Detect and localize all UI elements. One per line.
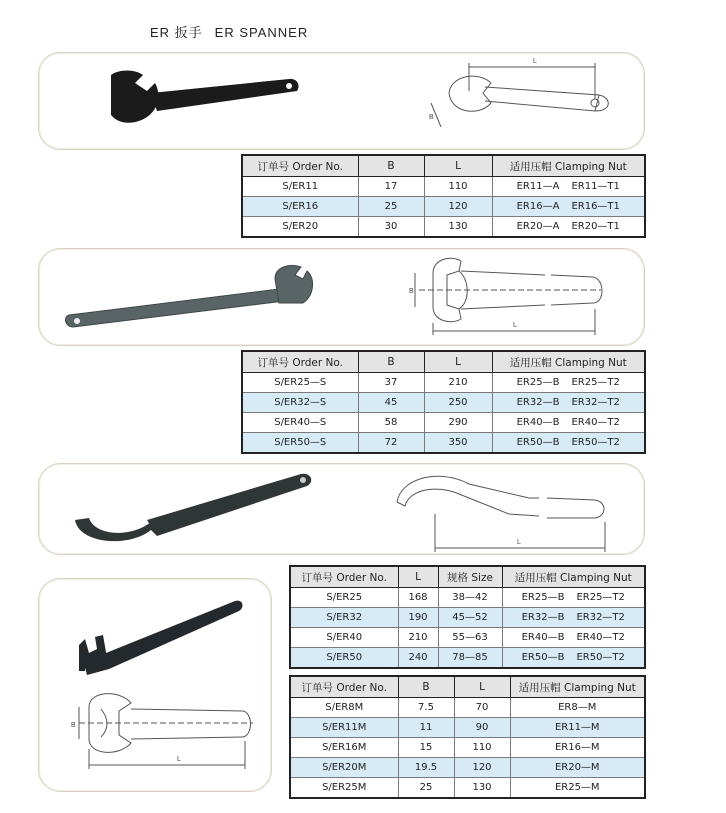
spanner-photo-4 <box>79 601 242 675</box>
spec-table-3 <box>289 565 646 669</box>
table-header-row <box>242 155 645 177</box>
product-panel-4 <box>38 578 272 792</box>
col-order: 订单号 Order No. <box>242 155 358 177</box>
width-label-1: B <box>429 114 434 121</box>
col-nut: 适用压帽 Clamping Nut <box>510 676 645 698</box>
product-panel-2 <box>38 248 645 346</box>
product-panel-3 <box>38 463 645 555</box>
cell-b: 72 <box>358 433 424 454</box>
hook-spanner-illustration <box>39 464 644 554</box>
nut-b: ER20—T1 <box>571 221 620 232</box>
table-row <box>242 197 645 217</box>
cell-l: 210 <box>398 628 438 648</box>
product-panel-1 <box>38 52 645 150</box>
table-header-row <box>290 676 645 698</box>
length-label-3: L <box>517 539 521 546</box>
cell-nut: ER8—M <box>510 698 645 718</box>
cell-size: 55—63 <box>438 628 502 648</box>
cell-nut <box>492 177 645 197</box>
table-row <box>290 628 645 648</box>
nut-a: ER32—B <box>516 397 560 408</box>
table-row <box>290 778 645 799</box>
nut-a: ER40—B <box>521 632 565 643</box>
nut-a: ER50—B <box>516 437 560 448</box>
spec-table-2 <box>241 350 646 454</box>
spanner-photo-1 <box>111 71 299 123</box>
table-row <box>242 217 645 238</box>
nut-b: ER50—T2 <box>576 652 625 663</box>
table-row <box>290 738 645 758</box>
cell-order: S/ER25 <box>290 588 398 608</box>
table-row <box>290 648 645 669</box>
cell-order: S/ER40 <box>290 628 398 648</box>
cell-nut <box>502 608 645 628</box>
nut-b: ER32—T2 <box>571 397 620 408</box>
title-en: ER SPANNER <box>214 25 309 40</box>
col-order: 订单号 Order No. <box>290 566 398 588</box>
cell-l: 110 <box>454 738 510 758</box>
cell-order: S/ER8M <box>290 698 398 718</box>
cell-b: 30 <box>358 217 424 238</box>
table-header-row <box>290 566 645 588</box>
length-label-1: L <box>533 58 537 65</box>
nut-a: ER50—B <box>521 652 565 663</box>
nut-a: ER25—B <box>516 377 560 388</box>
cell-l: 70 <box>454 698 510 718</box>
cell-order: S/ER25—S <box>242 373 358 393</box>
cell-nut: ER16—M <box>510 738 645 758</box>
cell-l: 240 <box>398 648 438 669</box>
cell-order: S/ER20 <box>242 217 358 238</box>
cell-l: 290 <box>424 413 492 433</box>
cell-nut <box>502 588 645 608</box>
nut-a: ER16—A <box>516 201 560 212</box>
nut-b: ER32—T2 <box>576 612 625 623</box>
cell-order: S/ER25M <box>290 778 398 799</box>
spec-table-4 <box>289 675 646 799</box>
cell-b: 7.5 <box>398 698 454 718</box>
cell-l: 210 <box>424 373 492 393</box>
cell-order: S/ER32—S <box>242 393 358 413</box>
table-row <box>242 393 645 413</box>
col-nut: 适用压帽 Clamping Nut <box>502 566 645 588</box>
cell-l: 250 <box>424 393 492 413</box>
col-l: L <box>424 351 492 373</box>
cell-b: 37 <box>358 373 424 393</box>
cell-nut: ER11—M <box>510 718 645 738</box>
spec-table-1 <box>241 154 646 238</box>
cell-b: 11 <box>398 718 454 738</box>
cell-l: 120 <box>454 758 510 778</box>
cell-nut <box>492 433 645 454</box>
cell-b: 25 <box>358 197 424 217</box>
col-l: L <box>454 676 510 698</box>
col-b: B <box>398 676 454 698</box>
cell-order: S/ER16 <box>242 197 358 217</box>
spanner-drawing-4 <box>79 694 253 769</box>
col-nut: 适用压帽 Clamping Nut <box>492 155 645 177</box>
nut-b: ER40—T2 <box>576 632 625 643</box>
col-order: 订单号 Order No. <box>242 351 358 373</box>
title-cn: ER 扳手 <box>150 25 203 40</box>
cell-size: 45—52 <box>438 608 502 628</box>
table-row <box>242 433 645 454</box>
cell-order: S/ER11 <box>242 177 358 197</box>
cell-l: 190 <box>398 608 438 628</box>
cell-size: 38—42 <box>438 588 502 608</box>
cell-l: 168 <box>398 588 438 608</box>
cell-order: S/ER16M <box>290 738 398 758</box>
table-row <box>242 177 645 197</box>
spanner-drawing-1 <box>431 63 608 127</box>
nut-a: ER25—B <box>521 592 565 603</box>
nut-a: ER20—A <box>516 221 560 232</box>
nut-b: ER25—T2 <box>571 377 620 388</box>
col-l: L <box>424 155 492 177</box>
cell-order: S/ER50 <box>290 648 398 669</box>
nut-a: ER40—B <box>516 417 560 428</box>
length-label-2: L <box>513 322 517 329</box>
cell-nut <box>492 373 645 393</box>
spanner-photo-2 <box>66 266 313 328</box>
nut-b: ER16—T1 <box>571 201 620 212</box>
table-row <box>242 373 645 393</box>
table-row <box>290 718 645 738</box>
cell-order: S/ER32 <box>290 608 398 628</box>
cell-b: 15 <box>398 738 454 758</box>
cell-b: 19.5 <box>398 758 454 778</box>
cell-l: 90 <box>454 718 510 738</box>
cell-nut <box>492 393 645 413</box>
mini-spanner-illustration <box>39 579 271 791</box>
width-label-2: B <box>409 288 414 295</box>
table-row <box>242 413 645 433</box>
col-l: L <box>398 566 438 588</box>
cell-nut <box>502 628 645 648</box>
table-row <box>290 588 645 608</box>
cell-l: 130 <box>424 217 492 238</box>
nut-b: ER50—T2 <box>571 437 620 448</box>
cell-nut <box>492 413 645 433</box>
col-nut: 适用压帽 Clamping Nut <box>492 351 645 373</box>
cell-b: 25 <box>398 778 454 799</box>
cell-order: S/ER50—S <box>242 433 358 454</box>
cell-order: S/ER40—S <box>242 413 358 433</box>
single-end-spanner-illustration <box>39 53 644 149</box>
cell-nut <box>502 648 645 669</box>
width-label-4: B <box>71 722 76 729</box>
cell-order: S/ER20M <box>290 758 398 778</box>
cell-size: 78—85 <box>438 648 502 669</box>
table-row <box>290 698 645 718</box>
col-b: B <box>358 351 424 373</box>
spanner-drawing-3 <box>397 476 605 552</box>
cell-b: 58 <box>358 413 424 433</box>
cell-nut <box>492 197 645 217</box>
col-b: B <box>358 155 424 177</box>
nut-b: ER11—T1 <box>571 181 620 192</box>
table-row <box>290 608 645 628</box>
cell-l: 130 <box>454 778 510 799</box>
nut-b: ER25—T2 <box>576 592 625 603</box>
col-size: 规格 Size <box>438 566 502 588</box>
cell-order: S/ER11M <box>290 718 398 738</box>
nut-a: ER11—A <box>516 181 560 192</box>
table-row <box>290 758 645 778</box>
cell-l: 110 <box>424 177 492 197</box>
page-title <box>150 22 308 41</box>
cell-nut: ER25—M <box>510 778 645 799</box>
cell-l: 120 <box>424 197 492 217</box>
slotted-spanner-illustration <box>39 249 644 345</box>
cell-nut: ER20—M <box>510 758 645 778</box>
nut-a: ER32—B <box>521 612 565 623</box>
spanner-photo-3 <box>75 474 311 541</box>
spanner-drawing-2 <box>415 258 602 335</box>
cell-l: 350 <box>424 433 492 454</box>
length-label-4: L <box>177 756 181 763</box>
cell-b: 17 <box>358 177 424 197</box>
table-header-row <box>242 351 645 373</box>
cell-nut <box>492 217 645 238</box>
col-order: 订单号 Order No. <box>290 676 398 698</box>
nut-b: ER40—T2 <box>571 417 620 428</box>
cell-b: 45 <box>358 393 424 413</box>
